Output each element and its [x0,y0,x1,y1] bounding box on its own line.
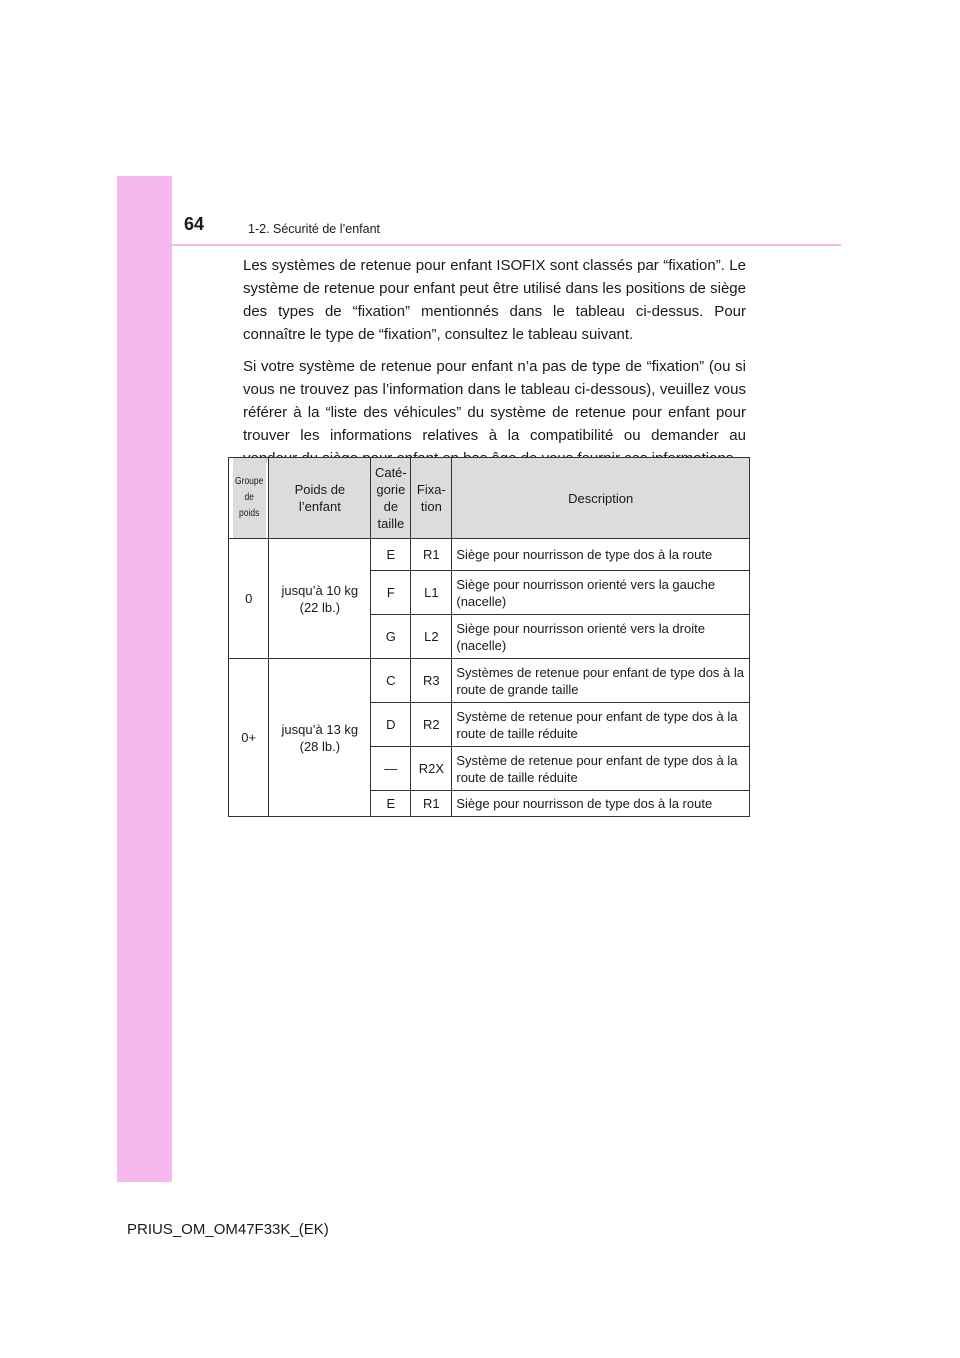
description-cell: Système de retenue pour enfant de type dos à la route de taille réduite [452,703,750,747]
page-number: 64 [184,214,205,234]
fixation-cell: L1 [411,571,452,615]
description-cell: Siège pour nourrisson orienté vers la droite (nacelle) [452,615,750,659]
description-cell: Siège pour nourrisson orienté vers la gauche (nacelle) [452,571,750,615]
section-title: 1-2. Sécurité de l’enfant [248,222,381,236]
size-cell: E [371,791,411,817]
description-cell: Siège pour nourrisson de type dos à la route [452,539,750,571]
size-cell: F [371,571,411,615]
header-rule [172,244,841,246]
paragraph-2: Si votre système de retenue pour enfant n’a pas de type de “fixation” (ou si vous ne trouvez pas l’information dans le tableau ci-dessous), veuillez vous référer à la “liste des véhicules” du système de retenue pour enfant pour trouver les informations relatives à la compatibilité ou demander au [243,358,746,444]
header-fixation: Fixa-tion [411,458,452,539]
description-cell: Systèmes de retenue pour enfant de type dos à la route de grande taille [452,659,750,703]
document-code: PRIUS_OM_OM47F33K_(EK) [127,1221,329,1238]
group-cell: 0+ [229,659,269,817]
size-cell: E [371,539,411,571]
fixation-cell: R2X [411,747,452,791]
description-cell: Système de retenue pour enfant de type dos à la route de taille réduite [452,747,750,791]
fixation-cell: R1 [411,539,452,571]
side-color-band [117,176,172,1182]
fixation-cell: R1 [411,791,452,817]
size-cell: — [371,747,411,791]
body-text [243,254,746,479]
header-size: Caté-gorie de taille [371,458,411,539]
size-cell: D [371,703,411,747]
size-cell: G [371,615,411,659]
description-cell: Siège pour nourrisson de type dos à la route [452,791,750,817]
table-row [229,539,750,571]
table-header-row [229,458,750,539]
group-cell: 0 [229,539,269,659]
weight-cell: jusqu’à 10 kg (22 lb.) [269,539,371,659]
header-description: Description [452,458,750,539]
weight-cell: jusqu’à 13 kg (28 lb.) [269,659,371,817]
size-cell: C [371,659,411,703]
fixation-cell: R3 [411,659,452,703]
fixation-cell: L2 [411,615,452,659]
paragraph-1: Les systèmes de retenue pour enfant ISOFIX sont classés par “fixation”. Le système de retenue pour enfant peut être utilisé dans les positions de siège des types de “fixation” mentionnés dans le tableau ci-dessus. Pour connaître le type de “fixation”, consultez le tableau suivant. [243,257,746,343]
fixation-cell: R2 [411,703,452,747]
header-group: Groupe de poids [232,458,266,539]
header-weight: Poids de l’enfant [269,458,371,539]
fixation-table [228,457,750,817]
table-row [229,659,750,703]
